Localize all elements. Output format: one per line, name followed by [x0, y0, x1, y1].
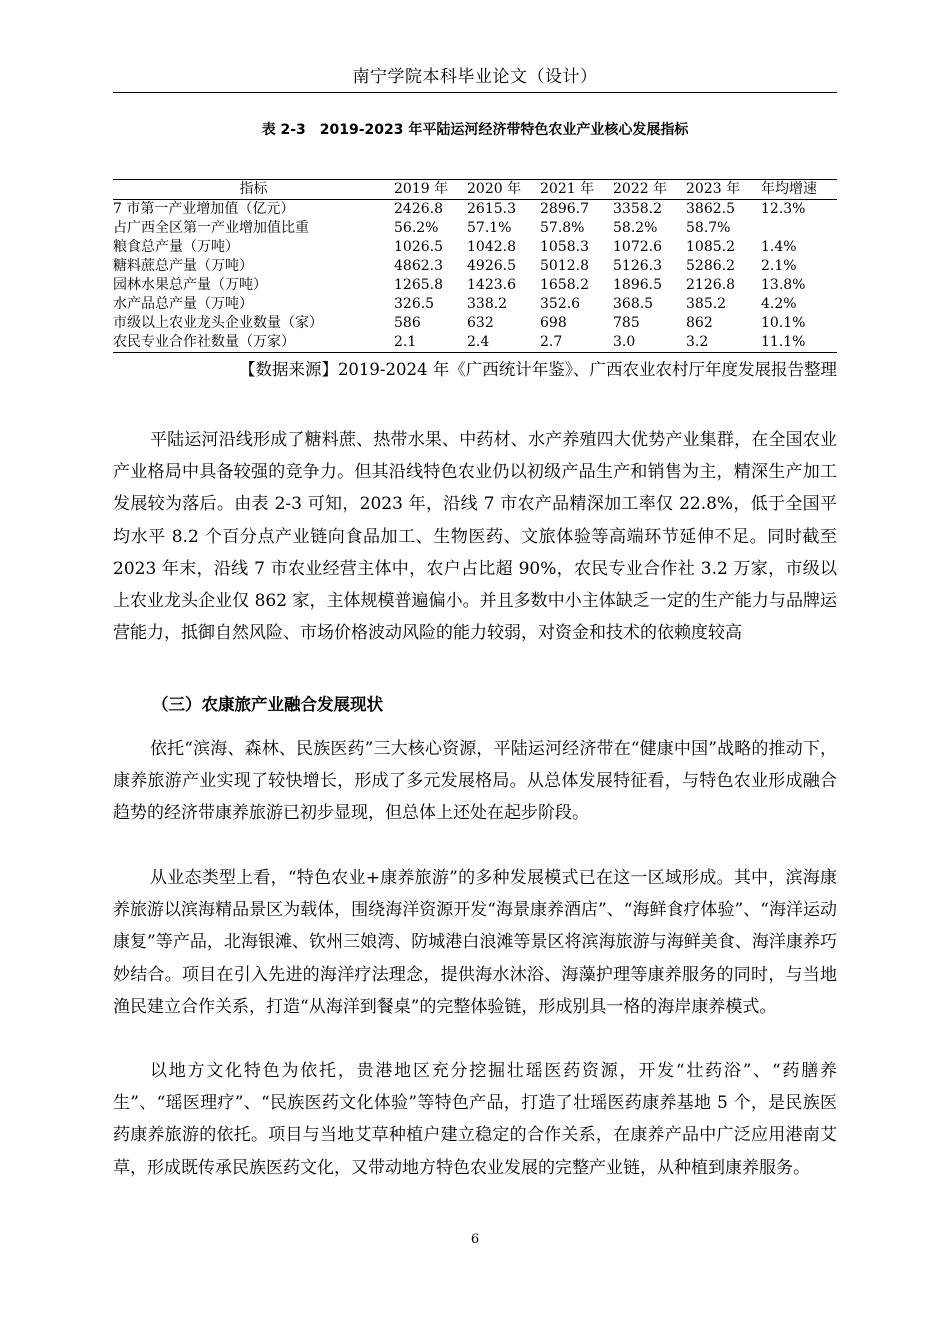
table-cell: 2615.3	[467, 201, 516, 217]
table-row	[113, 276, 837, 295]
body-paragraph: 平陆运河沿线形成了糖料蔗、热带水果、中药材、水产养殖四大优势产业集群，在全国农业产业格局中具备较强的竞争力。但其沿线特色农业仍以初级产品生产和销售为主，精深生产加工发展较为落后。由表 2-3 可知，2023 年，沿线 7 市农产品精深加工率仅 22.8%，低于全国平均水平 8.2 个百分点产业链向食品加工、生物医药、文旅体验等高端环节延伸不足。同时截至 2023 年末，沿线 7 市农业经营主体中，农户占比超 90%，农民专业合作社 3.2 万家，市级以上农业龙头企业仅 862 家，主体规模普遍偏小。并且多数中小主体缺乏一定的生产能力与品牌运营能力，抵御自然风险、市场价格波动风险的能力较弱，对资金和技术的依赖度较高	[113, 430, 837, 644]
table-cell: 4862.3	[394, 258, 443, 274]
table-cell: 58.7%	[686, 220, 731, 236]
table-cell: 7 市第一产业增加值（亿元）	[113, 201, 295, 217]
table-cell: 56.2%	[394, 220, 439, 236]
data-table	[113, 179, 837, 353]
table-cell: 1058.3	[540, 239, 589, 255]
table-cell: 5126.3	[613, 258, 662, 274]
section-heading: （三）农康旅产业融合发展现状	[152, 695, 383, 714]
table-cell: 586	[394, 315, 421, 331]
body-paragraph: 以地方文化特色为依托，贵港地区充分挖掘壮瑶医药资源，开发“壮药浴”、“药膳养生”、“瑶医理疗”、“民族医药文化体验”等特色产品，打造了壮瑶医药康养基地 5 个，是民族医药康养旅游的依托。项目与当地艾草种植户建立稳定的合作关系，在康养产品中广泛应用港南艾草，形成既传承民族医药文化，又带动地方特色农业发展的完整产业链，从种植到康养服务。	[113, 1061, 837, 1178]
column-header: 2022 年	[613, 180, 686, 200]
table-cell: 10.1%	[761, 315, 806, 331]
table-cell: 57.8%	[540, 220, 585, 236]
table-cell: 785	[613, 315, 640, 331]
table-cell: 3.2	[686, 333, 761, 353]
table-cell: 1026.5	[394, 239, 443, 255]
table-cell: 糖料蔗总产量（万吨）	[113, 258, 253, 274]
table-cell: 3862.5	[686, 201, 735, 217]
running-header: 南宁学院本科毕业论文（设计）	[352, 67, 598, 87]
table-cell: 2896.7	[540, 201, 589, 217]
column-header: 2023 年	[686, 180, 761, 200]
table-cell: 57.1%	[467, 220, 512, 236]
table-row	[113, 219, 837, 238]
table-cell: 58.2%	[613, 220, 658, 236]
column-header: 2021 年	[540, 180, 613, 200]
table-cell: 粮食总产量（万吨）	[113, 239, 239, 255]
table-cell: 1.4%	[761, 239, 797, 255]
table-cell: 占广西全区第一产业增加值比重	[113, 220, 309, 236]
table-cell: 2.4	[467, 333, 540, 353]
table-cell: 2.1%	[761, 258, 797, 274]
table-cell: 698	[540, 315, 567, 331]
page-number: 6	[470, 1232, 480, 1247]
table-cell: 1265.8	[394, 277, 443, 293]
table-row	[113, 295, 837, 314]
table-cell: 1423.6	[467, 277, 516, 293]
table-cell: 1896.5	[613, 277, 662, 293]
table-cell: 385.2	[686, 296, 727, 312]
table-cell: 3.0	[613, 333, 686, 353]
table-cell: 园林水果总产量（万吨）	[113, 277, 267, 293]
table-cell: 352.6	[540, 296, 581, 312]
table-source-note: 【数据来源】2019-2024 年《广西统计年鉴》、广西农业农村厅年度发展报告整理	[238, 360, 837, 379]
table-cell: 农民专业合作社数量（万家）	[113, 333, 394, 353]
table-cell: 4926.5	[467, 258, 516, 274]
table-cell: 13.8%	[761, 277, 806, 293]
table-cell: 12.3%	[761, 201, 806, 217]
table-cell: 2426.8	[394, 201, 443, 217]
table-cell: 1085.2	[686, 239, 735, 255]
table-row	[113, 238, 837, 257]
header-rule	[113, 92, 837, 93]
column-header: 指标	[113, 180, 394, 200]
table-row	[113, 200, 837, 220]
column-header: 年均增速	[761, 180, 837, 200]
table-cell: 632	[467, 315, 494, 331]
table-cell: 2.1	[394, 333, 467, 353]
table-cell: 1042.8	[467, 239, 516, 255]
table-cell: 2126.8	[686, 277, 735, 293]
table-header-row	[113, 180, 837, 200]
column-header: 2020 年	[467, 180, 540, 200]
column-header: 2019 年	[394, 180, 467, 200]
body-paragraph: 依托“滨海、森林、民族医药”三大核心资源，平陆运河经济带在“健康中国”战略的推动下，康养旅游产业实现了较快增长，形成了多元发展格局。从总体发展特征看，与特色农业形成融合趋势的经济带康养旅游已初步显现，但总体上还处在起步阶段。	[113, 739, 837, 824]
table-cell: 3358.2	[613, 201, 662, 217]
table-cell: 5286.2	[686, 258, 735, 274]
table-cell: 338.2	[467, 296, 508, 312]
table-cell: 4.2%	[761, 296, 797, 312]
table-cell: 市级以上农业龙头企业数量（家）	[113, 315, 323, 331]
table-cell: 368.5	[613, 296, 654, 312]
table-cell: 2.7	[540, 333, 613, 353]
table-row	[113, 314, 837, 333]
table-cell	[761, 219, 837, 238]
table-row	[113, 333, 837, 353]
body-paragraph: 从业态类型上看，“特色农业+康养旅游”的多种发展模式已在这一区域形成。其中，滨海康养旅游以滨海精品景区为载体，围绕海洋资源开发“海景康养酒店”、“海鲜食疗体验”、“海洋运动康复”等产品，北海银滩、钦州三娘湾、防城港白浪滩等景区将滨海旅游与海鲜美食、海洋康养巧妙结合。项目在引入先进的海洋疗法理念，提供海水沐浴、海藻护理等康养服务的同时，与当地渔民建立合作关系，打造“从海洋到餐桌”的完整体验链，形成别具一格的海岸康养模式。	[113, 868, 837, 1017]
table-caption: 表 2-3 2019-2023 年平陆运河经济带特色农业产业核心发展指标	[261, 122, 689, 138]
table-cell: 1658.2	[540, 277, 589, 293]
table-cell: 862	[686, 315, 713, 331]
table-cell: 11.1%	[761, 333, 837, 353]
table-row	[113, 257, 837, 276]
table-cell: 1072.6	[613, 239, 662, 255]
table-cell: 水产品总产量（万吨）	[113, 296, 253, 312]
table-cell: 5012.8	[540, 258, 589, 274]
table-cell: 326.5	[394, 296, 435, 312]
